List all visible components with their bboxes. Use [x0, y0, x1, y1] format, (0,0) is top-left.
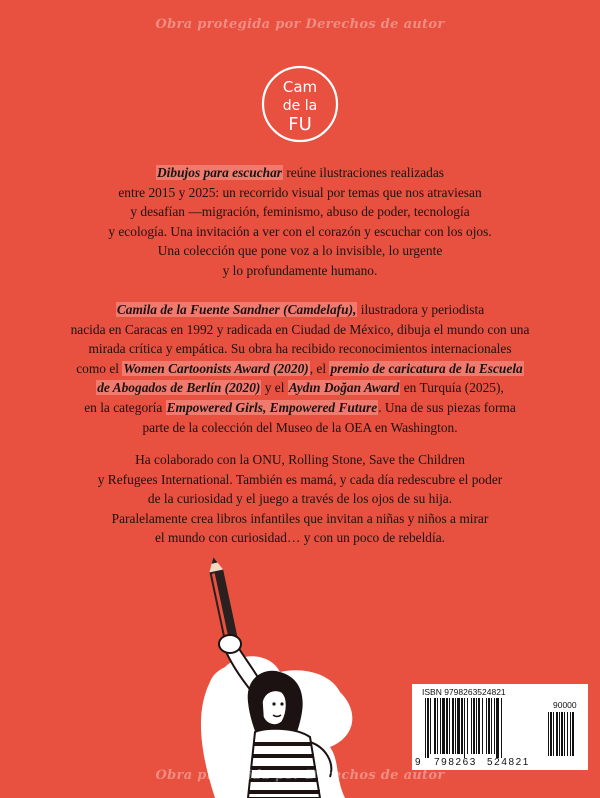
barcode-bar	[425, 698, 426, 758]
barcode-bar	[430, 698, 431, 754]
award-aydin-dogan: Aydın Doğan Award	[288, 380, 400, 396]
text-line: de la curiosidad y el juego a través de los ojos de su hija.	[147, 491, 453, 507]
text-fragment: como el	[76, 360, 123, 376]
girl-holding-pencil-illustration	[170, 552, 420, 798]
text-line: y lo profundamente humano.	[222, 262, 378, 278]
text-line: entre 2015 y 2025: un recorrido visual por temas que nos atraviesan	[118, 184, 482, 200]
addon-bar	[550, 712, 552, 756]
logo-line-3: FU	[288, 114, 312, 135]
barcode-bar	[455, 698, 456, 754]
addon-bar	[559, 712, 560, 756]
text-fragment: . Una de sus piezas forma	[378, 399, 516, 415]
text-line: y ecología. Una invitación a ver con el corazón y escuchar con los ojos.	[108, 223, 492, 239]
addon-bar	[548, 712, 549, 756]
barcode-bar	[482, 698, 483, 754]
isbn-barcode	[412, 684, 588, 770]
addon-bar	[567, 712, 568, 756]
text-line: el mundo con curiosidad… y con un poco de rebeldía.	[154, 530, 446, 546]
addon-bar	[556, 712, 558, 756]
author-name: Camila de la Fuente Sandner (Camdelafu),	[116, 302, 357, 317]
text-line: Ha colaborado con la ONU, Rolling Stone, Save the Children	[135, 452, 465, 467]
award-category: Empowered Girls, Empowered Future	[166, 399, 378, 415]
barcode-bar	[476, 698, 477, 754]
award-berlin-line-2: de Abogados de Berlín (2020)	[97, 380, 261, 396]
text-fragment: ilustradora y periodista	[357, 302, 485, 317]
addon-bar	[553, 712, 554, 756]
barcode-bar	[501, 698, 502, 758]
award-berlin-line-1: premio de caricatura de la Escuela	[330, 360, 523, 376]
barcode-bar	[440, 698, 441, 754]
barcode-bar	[464, 698, 465, 758]
barcode-bar	[449, 698, 450, 754]
barcode-bar	[496, 698, 499, 758]
barcode-bar	[491, 698, 492, 754]
book-description	[70, 163, 530, 281]
barcode-bar	[442, 698, 445, 754]
barcode-bar	[488, 698, 490, 754]
camdelafu-logo	[260, 64, 340, 144]
barcode-bar	[437, 698, 438, 754]
barcode-bar	[461, 698, 463, 754]
barcode-digits-left: 798263	[434, 757, 477, 768]
author-bio	[70, 300, 530, 437]
barcode-bar	[494, 698, 495, 754]
barcode-bar	[446, 698, 448, 754]
barcode-digits-right: 524821	[487, 757, 530, 768]
barcode-digit-first: 9	[415, 757, 421, 768]
text-line: Una colección que pone voz a lo invisible, lo urgente	[157, 243, 443, 259]
text-line: reúne ilustraciones realizadas	[283, 165, 444, 180]
logo-line-2: de la	[282, 98, 318, 114]
text-line: y desafían —migración, feminismo, abuso de poder, tecnología	[130, 204, 470, 220]
text-line: y Refugees International. También es mamá, y cada día redescubre el poder	[97, 471, 503, 487]
barcode-bar	[486, 698, 487, 754]
text-line: parte de la colección del Museo de la OEA en Washington.	[142, 419, 458, 435]
addon-bar	[564, 712, 565, 756]
author-collaborations	[70, 450, 530, 548]
barcode-bar	[467, 698, 468, 754]
book-title: Dibujos para escuchar	[157, 165, 282, 180]
addon-bar	[561, 712, 563, 756]
addon-bar	[572, 712, 574, 756]
copyright-watermark-bottom: Obra protegida por Derechos de autor	[155, 768, 445, 783]
text-line: nacida en Caracas en 1992 y radicada en Ciudad de México, dibuja el mundo con una	[70, 321, 530, 337]
text-line: mirada crítica y empática. Su obra ha recibido reconocimientos internacionales	[88, 341, 512, 357]
price-code: 90000	[553, 700, 577, 710]
barcode-bar	[427, 698, 429, 758]
barcode-bar	[478, 698, 480, 754]
text-fragment: en Turquía (2025),	[400, 380, 504, 396]
text-fragment: , el	[309, 360, 330, 376]
isbn-label: ISBN 9798263524821	[422, 687, 506, 697]
barcode-bar	[452, 698, 454, 754]
barcode-bar	[471, 698, 472, 754]
addon-bar	[570, 712, 571, 756]
text-fragment: en la categoría	[84, 399, 166, 415]
barcode-bar	[473, 698, 475, 754]
logo-line-1: Cam	[282, 78, 318, 96]
barcode-bar	[457, 698, 460, 754]
barcode-bar	[434, 698, 436, 754]
text-fragment: y el	[261, 380, 288, 396]
copyright-watermark-top: Obra protegida por Derechos de autor	[155, 17, 445, 32]
text-line: Paralelamente crea libros infantiles que invitan a niñas y niños a mirar	[111, 510, 489, 526]
award-women-cartoonists: Women Cartoonists Award (2020)	[123, 360, 309, 376]
